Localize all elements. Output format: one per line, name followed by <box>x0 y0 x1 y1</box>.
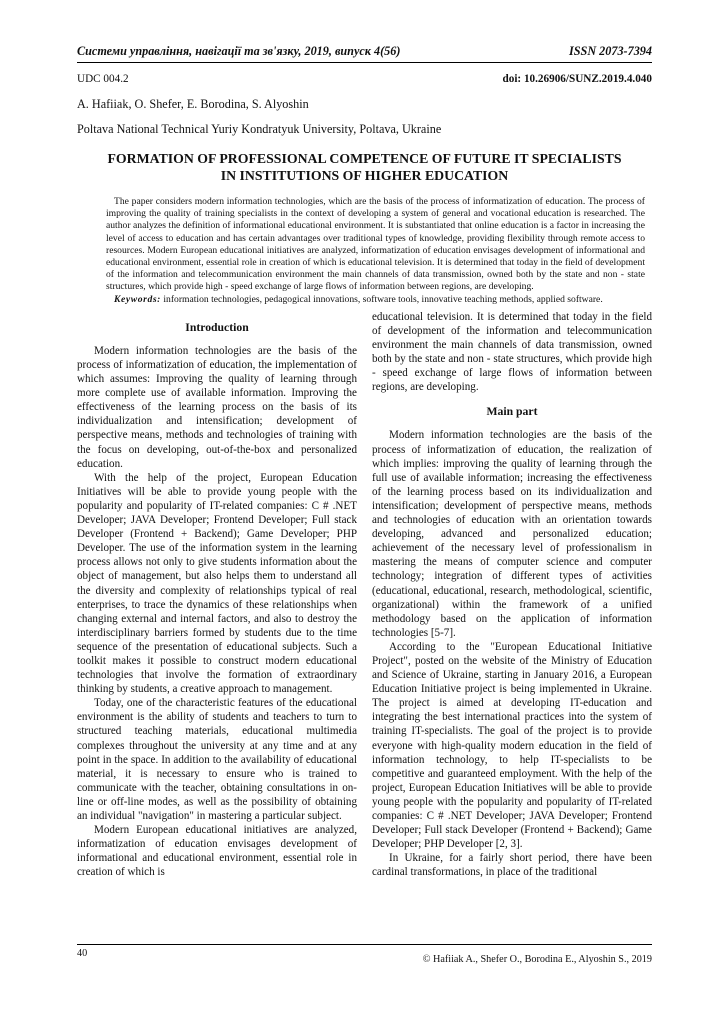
keywords-list: information technologies, pedagogical innovations, software tools, innovative teaching methods, applied software. <box>160 293 603 305</box>
abstract-text: The paper considers modern information technologies, which are the basis of the process of informatization of education. The process of improving the quality of training specialists in the context of developing a system of general and vocational education is researched. The author analyzes the definition of informational educational environment. It is substantiated that online education is a factor in increasing the level of access to education and has certain advantages over traditional types of knowledge, providing flexibility through remote access to resources. Modern European educational initiatives are analyzed, informatization of education envisages development of informational and educational environment, essential role in creation of which is educational television. It is determined that today in the field of development of the information and telecommunication environment the main channels of data transmission, owned both by the state and non - state structures, which provide high - speed exchange of large flows of information between regions, are developing. <box>106 196 645 293</box>
abstract <box>77 196 652 306</box>
paragraph: Modern European educational initiatives are analyzed, informatization of education envisages development of informational and educational environment, essential role in creation of which is <box>77 824 357 879</box>
left-column <box>77 310 357 880</box>
paragraph: According to the "European Educational Initiative Project", posted on the website of the Ministry of Education and Science of Ukraine, starting in January 2016, a European Education Initiative project is being implemented in Ukraine. The project is aimed at developing IT-education and integrating the best international practices into the system of training IT-specialists. The goal of the project is to provide everyone with high-quality modern education in the field of information technology, to help IT-specialists to be competitive and guaranteed employment. With the help of the project, European Education Initiatives will be able to provide young people with the popularity and popularity of IT-related companies: C # .NET Developer; JAVA Developer; Frontend Developer; Full stack Developer (Frontend + Backend); Game Developer; PHP Developer [2, 3]. <box>372 640 652 851</box>
journal-name: Системи управління, навігації та зв'язку, 2019, випуск 4(56) <box>77 44 401 58</box>
paragraph: In Ukraine, for a fairly short period, there have been cardinal transformations, in place of the traditional <box>372 852 652 879</box>
paragraph-continued: educational television. It is determined that today in the field of development of the information and telecommunication environment the main channels of data transmission, owned both by the state and non - state structures, which provide high - speed exchange of large flows of information between regions, are developing. <box>372 310 652 394</box>
paper-title <box>77 150 652 184</box>
section-heading-main-part: Main part <box>486 405 538 419</box>
paragraph: Modern information technologies are the basis of the process of informatization of education, the implementation of which assumes: Improving the quality of learning through more complete use of available information. Improving the effectiveness of the learning process on the basis of its individualization and intensification; development of perspective means, methods and technologies of training with the focus on developing, out-of-the-box and personalized education. <box>77 344 357 470</box>
affiliation: Poltava National Technical Yuriy Kondratyuk University, Poltava, Ukraine <box>77 122 442 136</box>
section-heading-introduction: Introduction <box>185 320 249 334</box>
udc-code: UDC 004.2 <box>77 73 129 85</box>
running-head <box>77 44 652 63</box>
right-column <box>372 310 652 880</box>
paragraph: With the help of the project, European Education Initiatives will be able to provide young people with the popularity and popularity of IT-related companies: C # .NET Developer; JAVA Developer; Frontend Developer; Full stack Developer (Frontend + Backend); Game Developer; PHP Developer. The use of the information system in the learning process allows not only to give students information about the object of management, but also helps them to understand all the diversity and complexity of relationships typical of real enterprises, to trace the dynamics of these relationships when changing external and internal factors, and also to destroy the interdisciplinary barriers formed by students due to the time sequence of the presentation of educational subjects. Such a toolkit makes it possible to construct modern educational technologies that involve the formation of extraordinary thinking by students, a creative approach to management. <box>77 471 357 696</box>
copyright-notice: © Hafiiak A., Shefer O., Borodina E., Alyoshin S., 2019 <box>422 954 652 965</box>
paragraph: Today, one of the characteristic features of the educational environment is the ability of students and teachers to turn to structured teaching materials, educational multimedia complexes throughout the university at any time and at any point in the space. In addition to the availability of educational material, it is necessary to ensure who is trained to communicate with the teacher, obtaining consultations in on-line or off-line modes, as well as the possibility of obtaining an individual "navigation" in mastering a particular subject. <box>77 697 357 823</box>
meta-row <box>77 73 652 85</box>
paragraph: Modern information technologies are the basis of the process of informatization of education, the realization of which implies: improving the quality of learning through the full use of available information; increasing the effectiveness of the learning process based on its individualization and intensification; development of perspective means, methods and technologies of education with an orientation towards developing, advanced and personalized education; achievement of the necessary level of professionalism in mastering the means of computer science and computer technology; integration of different types of activities (educational, educational, research, methodological, scientific, organizational) within the framework of a unified methodology based on the application of information technologies [5-7]. <box>372 429 652 639</box>
authors: A. Hafiiak, O. Shefer, E. Borodina, S. Alyoshin <box>77 97 309 111</box>
page-number: 40 <box>77 948 88 959</box>
keywords-label: Keywords: <box>114 293 161 305</box>
title-line: FORMATION OF PROFESSIONAL COMPETENCE OF FUTURE IT SPECIALISTS <box>107 151 622 166</box>
title-line: IN INSTITUTIONS OF HIGHER EDUCATION <box>220 168 509 183</box>
doi[interactable]: doi: 10.26906/SUNZ.2019.4.040 <box>502 73 652 85</box>
body-columns <box>77 310 652 880</box>
page-footer <box>77 944 652 965</box>
issn: ISSN 2073-7394 <box>569 44 652 58</box>
keywords <box>106 294 645 306</box>
